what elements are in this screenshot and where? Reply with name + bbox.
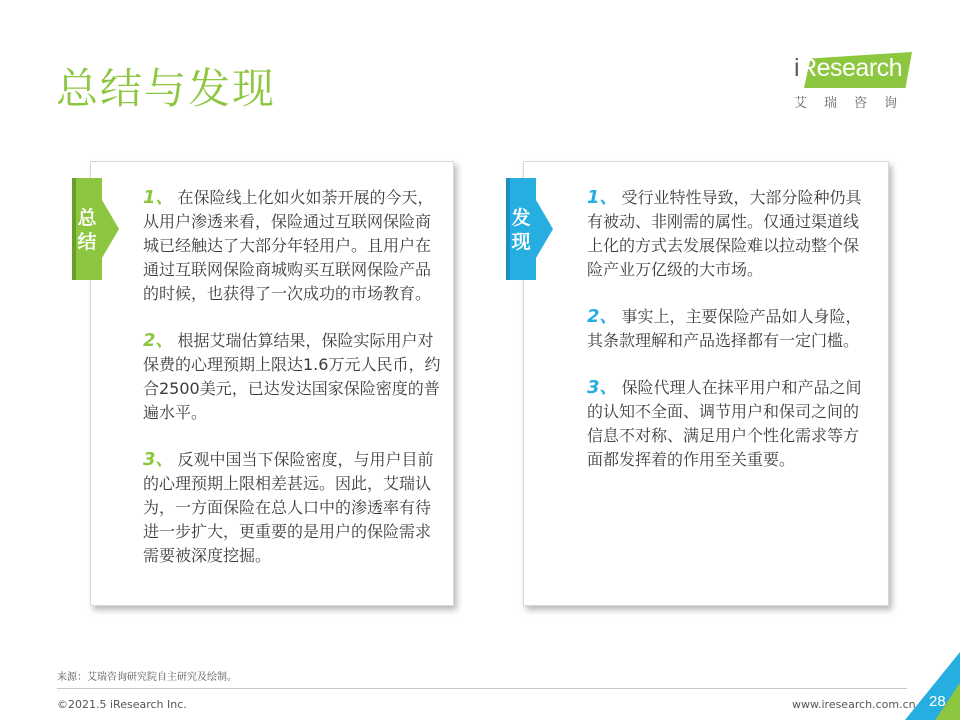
- point-number: 2、: [587, 306, 618, 327]
- findings-tag-label: 发现: [511, 207, 531, 253]
- summary-point: [143, 329, 443, 425]
- point-number: 1、: [587, 187, 618, 208]
- footer-divider: [57, 688, 907, 689]
- page-number: 28: [929, 693, 946, 710]
- point-text: 受行业特性导致，大部分险种仍具有被动、非刚需的属性。仅通过渠道线上化的方式去发展保险难以拉动整个保险产业万亿级的大市场。: [587, 188, 862, 279]
- website-link[interactable]: www.iresearch.com.cn: [792, 698, 916, 711]
- point-number: 2、: [143, 330, 174, 351]
- source-note: 来源：艾瑞咨询研究院自主研究及绘制。: [57, 672, 237, 683]
- point-text: 在保险线上化如火如荼开展的今天，从用户渗透来看，保险通过互联网保险商城已经触达了大部分年轻用户。且用户在通过互联网保险商城购买互联网保险产品的时候，也获得了一次成功的市场教育。: [143, 188, 434, 303]
- logo-research: Research: [799, 54, 903, 82]
- summary-tag: [72, 178, 102, 280]
- point-text: 事实上，主要保险产品如人身险，其条款理解和产品选择都有一定门槛。: [587, 307, 862, 350]
- summary-tag-arrow: [102, 200, 119, 258]
- logo-subtitle: 艾瑞咨询: [794, 96, 915, 111]
- summary-points: [143, 186, 443, 591]
- findings-point: [587, 186, 872, 282]
- findings-point: [587, 305, 872, 353]
- point-text: 反观中国当下保险密度，与用户目前的心理预期上限相差甚远。因此，艾瑞认为，一方面保险在总人口中的渗透率有待进一步扩大，更重要的是用户的保险需求需要被深度挖掘。: [143, 450, 434, 565]
- findings-point: [587, 376, 872, 472]
- logo-wordmark: [794, 54, 902, 83]
- findings-tag: [506, 178, 536, 280]
- logo-i: i: [794, 54, 800, 82]
- copyright: ©2021.5 iResearch Inc.: [57, 698, 187, 711]
- point-number: 3、: [143, 449, 174, 470]
- point-text: 保险代理人在抹平用户和产品之间的认知不全面、调节用户和保司之间的信息不对称、满足用户个性化需求等方面都发挥着的作用至关重要。: [587, 378, 862, 469]
- point-number: 1、: [143, 187, 174, 208]
- point-text: 根据艾瑞估算结果，保险实际用户对保费的心理预期上限达1.6万元人民币，约合2500美元，已达发达国家保险密度的普遍水平。: [143, 331, 441, 422]
- findings-tag-arrow: [536, 200, 553, 258]
- point-number: 3、: [587, 377, 618, 398]
- findings-points: [587, 186, 872, 495]
- summary-tag-label: 总结: [77, 207, 97, 253]
- page-title: 总结与发现: [56, 64, 277, 113]
- summary-point: [143, 448, 443, 568]
- summary-point: [143, 186, 443, 306]
- iresearch-logo: [790, 48, 920, 114]
